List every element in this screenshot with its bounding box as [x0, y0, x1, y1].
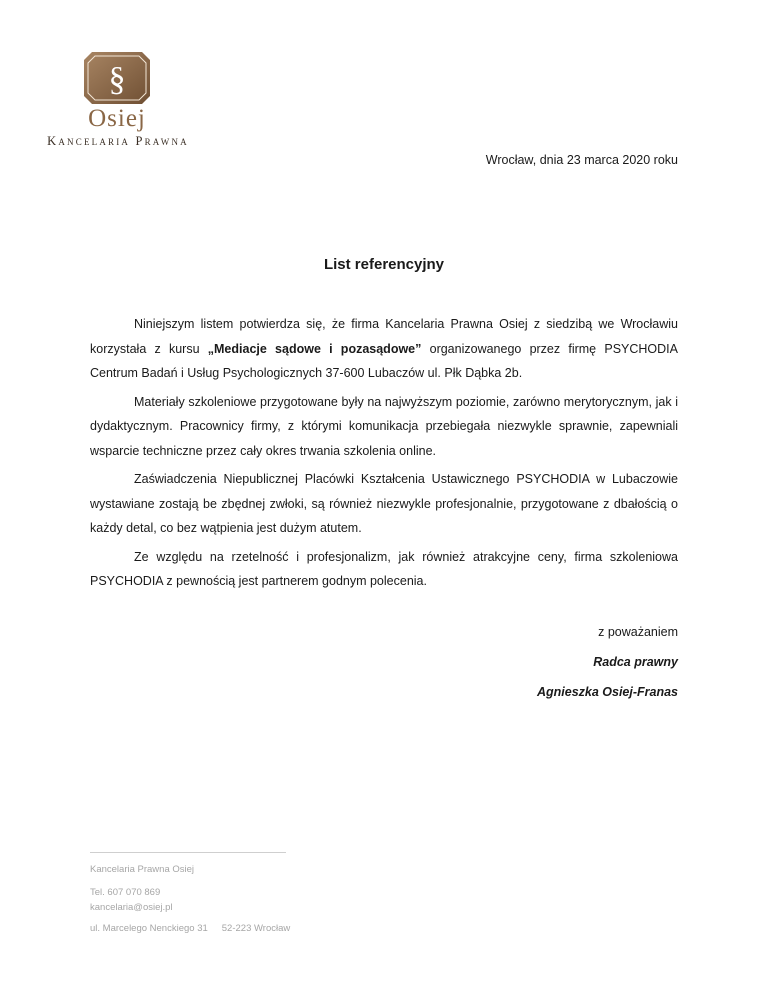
footer [90, 862, 290, 936]
footer-company: Kancelaria Prawna Osiej [90, 864, 195, 875]
paragraph-2: Materiały szkoleniowe przygotowane były na najwyższym poziomie, zarówno merytorycznym, jak i dydaktycznym. Pracownicy firmy, z którymi komunikacja przebiegała niezwykle sprawnie, zapewniali wsparcie techniczne przez cały okres trwania szkolenia online. [90, 394, 678, 458]
logo-badge [84, 52, 150, 104]
date-line: Wrocław, dnia 23 marca 2020 roku [485, 153, 678, 167]
paragraph-1-end: organizowanego przez firmę PSYCHODIA Centrum Badań i Usług Psychologicznych 37-600 Lubaczów ul. Płk Dąbka 2b. [90, 341, 678, 380]
closing: z poważaniem [598, 625, 678, 639]
paragraph-1 [90, 312, 678, 386]
signer-name: Agnieszka Osiej-Franas [536, 685, 678, 699]
paragraph-3: Zaświadczenia Niepublicznej Placówki Kształcenia Ustawicznego PSYCHODIA w Lubaczowie wystawiane zostają be zbędnej zwłoki, są również niezwykle profesjonalnie, przygotowane z dbałością o każdy detal, co bez wątpienia jest dużym atutem. [90, 472, 678, 535]
letter-title: List referencyjny [323, 256, 445, 273]
letter-body [90, 312, 678, 594]
logo-name: Osiej [88, 105, 146, 132]
paragraph-symbol: § [108, 61, 126, 98]
paragraph-1-start: Niniejszym listem potwierdza się, że firma Kancelaria Prawna Osiej z siedzibą we Wrocławiu korzystała z kursu [90, 317, 678, 356]
footer-email: kancelaria@osiej.pl [90, 902, 173, 913]
signer-role: Radca prawny [593, 655, 678, 669]
footer-zip-city: 52-223 Wrocław [221, 923, 291, 934]
footer-address [90, 921, 290, 936]
footer-divider [90, 852, 286, 853]
paragraph-4: Ze względu na rzetelność i profesjonalizm, jak również atrakcyjne ceny, firma szkoleniowa PSYCHODIA z pewnością jest partnerem godnym polecenia. [90, 549, 678, 588]
signature-block [537, 617, 678, 707]
footer-phone: Tel. 607 070 869 [90, 887, 161, 898]
course-name: „Mediacje sądowe i pozasądowe” [207, 341, 422, 356]
logo-subtitle: Kancelaria Prawna [47, 134, 189, 148]
footer-street: ul. Marcelego Nenckiego 31 [90, 923, 208, 934]
